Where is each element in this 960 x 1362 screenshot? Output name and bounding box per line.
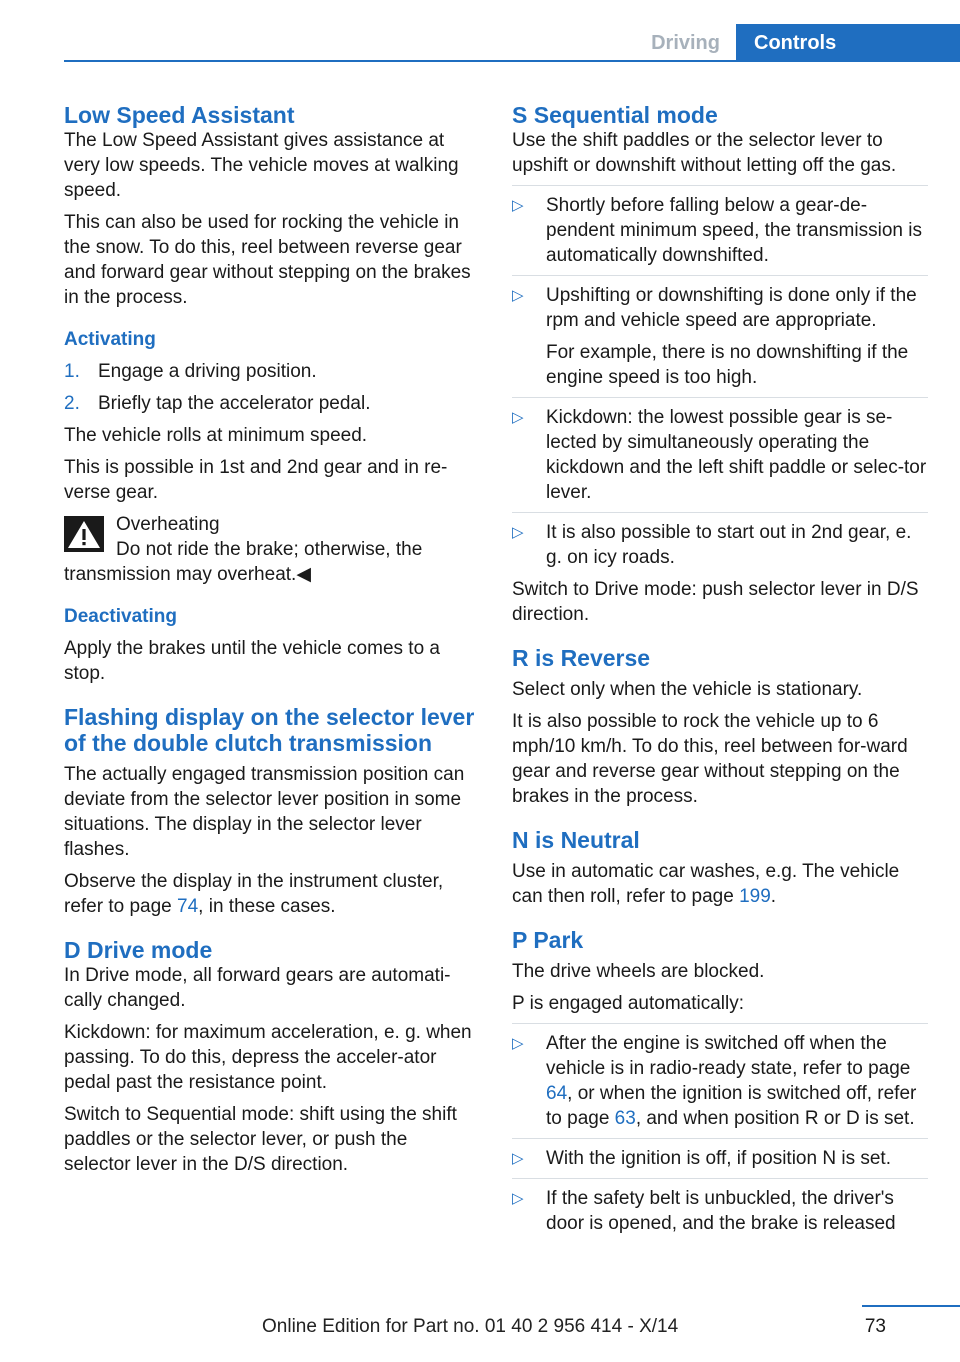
page-link-63[interactable]: 63 — [614, 1108, 636, 1129]
bullet-text: With the ignition is off, if position N is set. — [546, 1148, 891, 1169]
neutral-text-a: Use in automatic car washes, e.g. The vehicle can then roll, refer to page — [512, 861, 900, 907]
divider — [512, 1138, 928, 1139]
right-column — [512, 102, 928, 1243]
bullet-text-b: , or when the ignition is switched off, refer to page — [546, 1083, 917, 1129]
bullet-text: If the safety belt is unbuckled, the driver's door is opened, and the brake is released — [546, 1188, 896, 1234]
triangle-bullet-icon: ▷ — [512, 287, 524, 304]
bullet-text: Kickdown: the lowest possible gear is se‐lected by simultaneously operating the kickdown and the left shift paddle or selec‐tor lever. — [546, 407, 927, 503]
activating-steps — [64, 359, 476, 416]
flashing-paragraph-2 — [64, 869, 476, 919]
sequential-mode-heading: S Sequential mode — [512, 102, 718, 128]
divider — [512, 275, 928, 276]
drive-paragraph-1: In Drive mode, all forward gears are automati‐cally changed. — [64, 965, 451, 1011]
park-heading: P Park — [512, 927, 584, 953]
activating-paragraph-2: This is possible in 1st and 2nd gear and in re‐verse gear. — [64, 457, 448, 503]
park-bullets — [512, 1031, 928, 1236]
step-text: Briefly tap the accelerator pedal. — [98, 393, 371, 414]
warning-text: Do not ride the brake; otherwise, the transmission may overheat.◀ — [64, 539, 423, 585]
page-link-64[interactable]: 64 — [546, 1083, 568, 1104]
neutral-text-b: . — [770, 886, 777, 907]
reverse-heading: R is Reverse — [512, 645, 651, 671]
reverse-paragraph-2: It is also possible to rock the vehicle up to 6 mph/10 km/h. To do this, reel between for‐ward gear and reverse gear without stepping on the brakes in the process. — [512, 711, 908, 807]
footer-rule — [862, 1305, 960, 1307]
page-link-199[interactable]: 199 — [739, 886, 771, 907]
divider — [512, 397, 928, 398]
bullet-text-c: , and when position R or D is set. — [635, 1108, 915, 1129]
bullet-text: Shortly before falling below a gear-de‐pendent minimum speed, the transmission is automatically downshifted. — [546, 195, 922, 266]
neutral-paragraph — [512, 859, 928, 909]
triangle-bullet-icon: ▷ — [512, 197, 524, 214]
warning-title: Overheating — [116, 514, 220, 535]
step-number: 2. — [64, 393, 80, 414]
lsa-paragraph-1: The Low Speed Assistant gives assistance at very low speeds. The vehicle moves at walking speed. — [64, 130, 459, 201]
bullet-text-a: After the engine is switched off when the vehicle is in radio-ready state, refer to page — [546, 1033, 911, 1079]
header-section-tab: Driving — [651, 31, 720, 54]
list-item — [512, 520, 928, 570]
step-number: 1. — [64, 361, 80, 382]
list-item — [512, 1186, 928, 1236]
list-item — [64, 359, 476, 384]
park-paragraph-1: The drive wheels are blocked. — [512, 961, 765, 982]
edition-footer: Online Edition for Part no. 01 40 2 956 414 - X/14 — [262, 1316, 679, 1337]
divider — [512, 1023, 928, 1024]
flashing-paragraph-1: The actually engaged transmission position can deviate from the selector lever position in some situations. The display in the selector lever flashes. — [64, 764, 465, 860]
deactivating-paragraph: Apply the brakes until the vehicle comes to a stop. — [64, 638, 440, 684]
list-item — [512, 405, 928, 505]
drive-mode-heading: D Drive mode — [64, 937, 213, 963]
list-item — [512, 1146, 928, 1171]
divider — [512, 512, 928, 513]
warning-box — [64, 512, 476, 587]
sequential-bullets — [512, 193, 928, 570]
sequential-paragraph-2: Switch to Drive mode: push selector lever in D/S direction. — [512, 579, 919, 625]
park-paragraph-2: P is engaged automatically: — [512, 993, 745, 1014]
triangle-bullet-icon: ▷ — [512, 1035, 524, 1052]
triangle-bullet-icon: ▷ — [512, 1150, 524, 1167]
page-number: 73 — [864, 1316, 886, 1337]
triangle-bullet-icon: ▷ — [512, 524, 524, 541]
divider — [512, 185, 928, 186]
page-link-74[interactable]: 74 — [177, 896, 199, 917]
left-column — [64, 102, 476, 1184]
list-item — [512, 283, 928, 390]
drive-paragraph-2: Kickdown: for maximum acceleration, e. g. when passing. To do this, depress the acceler‐ator pedal past the resistance point. — [64, 1022, 472, 1093]
header-chapter-tab: Controls — [736, 24, 960, 62]
list-item — [64, 391, 476, 416]
step-text: Engage a driving position. — [98, 361, 317, 382]
drive-paragraph-3: Switch to Sequential mode: shift using the shift paddles or the selector lever, or push the selector lever in the D/S direction. — [64, 1104, 457, 1175]
sequential-paragraph-1: Use the shift paddles or the selector lever to upshift or downshift without letting off the gas. — [512, 130, 897, 176]
triangle-bullet-icon: ▷ — [512, 409, 524, 426]
triangle-bullet-icon: ▷ — [512, 1190, 524, 1207]
lsa-paragraph-2: This can also be used for rocking the vehicle in the snow. To do this, reel between reverse gear and forward gear without stepping on the brakes in the process. — [64, 212, 471, 308]
divider — [512, 1178, 928, 1179]
flashing-display-heading: Flashing display on the selector lever of the double clutch transmission — [64, 704, 475, 756]
bullet-text: It is also possible to start out in 2nd gear, e. g. on icy roads. — [546, 522, 912, 568]
activating-paragraph-1: The vehicle rolls at minimum speed. — [64, 425, 368, 446]
deactivating-heading: Deactivating — [64, 606, 177, 627]
flashing-text-a: Observe the display in the instrument cluster, refer to page — [64, 871, 444, 917]
list-item — [512, 1031, 928, 1131]
bullet-text: Upshifting or downshifting is done only if the rpm and vehicle speed are appropriate. — [546, 285, 917, 331]
bullet-subtext: For example, there is no downshifting if the engine speed is too high. — [546, 342, 909, 388]
flashing-text-b: , in these cases. — [198, 896, 336, 917]
reverse-paragraph-1: Select only when the vehicle is stationary. — [512, 679, 863, 700]
header-rule — [64, 60, 960, 62]
warning-triangle-icon — [64, 516, 104, 552]
neutral-heading: N is Neutral — [512, 827, 640, 853]
list-item — [512, 193, 928, 268]
header-tabs — [624, 24, 960, 62]
lsa-heading: Low Speed Assistant — [64, 102, 295, 128]
activating-heading: Activating — [64, 329, 156, 350]
